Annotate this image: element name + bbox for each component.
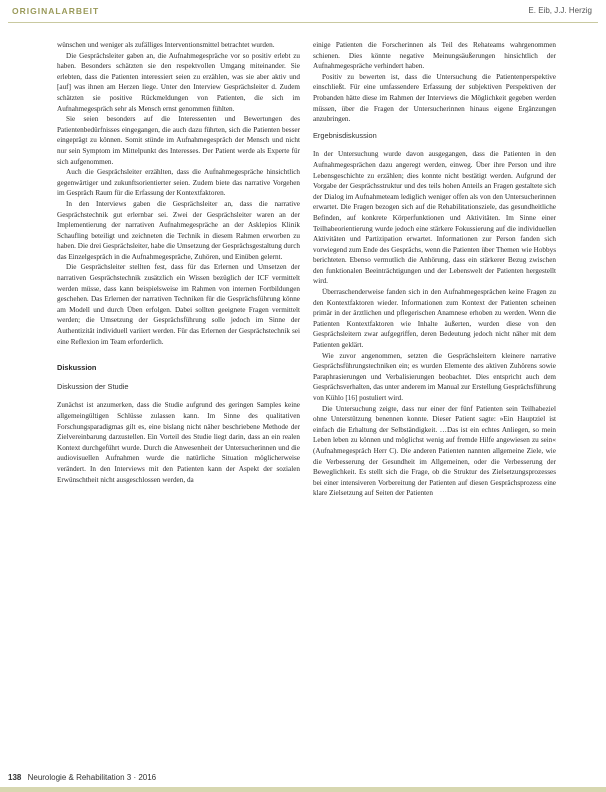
paragraph: Die Gesprächsleiter stellten fest, dass für das Erlernen und Umsetzen der narrativen Gesprächstechnik zusätzlich ein Wissen bezüglich der ICF vermittelt werden müsse, dass kann beispielsweise im Rahmen von internen Fortbildungen geschehen. Das Erlernen der narrativen Techniken für die Gesprächsführung könne am Modell und durch Üben erfolgen. Dabei sollten geeignete Fragen vermittelt werden; die Umsetzung der Gesprächsführung solle jedoch im Sinne der Authentizität individuell variiert werden. Für das Erlernen der Gesprächstechnik sei eine Reflexion im Team erforderlich. xyxy=(57,263,300,346)
paragraph: Sie seien besonders auf die Interessenten und Bewertungen des Patientenbedürfnisses eingegangen, die auch dazu führten, sich die Patienten besser eingeprägt zu können. Somit stünde im Aufnahmegespräch der Mensch und nicht nur sein Symptom im Mittelpunkt des Interesses. Der Patient werde als Experte für sich aufgenommen. xyxy=(57,115,300,166)
paragraph: Auch die Gesprächsleiter erzählten, dass die Aufnahmegespräche hinsichtlich gegenwärtiger und zukunftsorientierter seien. Zudem biete das narrative Vorgehen im Gespräch Raum für die Erfassung der Kontextfaktoren. xyxy=(57,168,300,198)
running-authors: E. Eib, J.J. Herzig xyxy=(528,6,592,15)
paragraph: Zunächst ist anzumerken, dass die Studie aufgrund des geringen Samples keine allgemeingültigen Schlüsse zulassen kann. Im Sinne des qualitativen Forschungsparadigmas gilt es, eine bislang nicht näher beschriebene Methode der Zielvereinbarung darzustellen. Ein Vorteil des Studie liegt darin, dass an ein realen Kontext durchgeführt wurde. Durch die Anwesenheit der Untersucherinnen und die audiovisuellen Aufnahmen wurde die natürliche Situation möglicherweise verändert. In den Interviews mit den Patienten kann der Aspekt der sozialen Erwünschtheit nicht ausgeschlossen werden, da xyxy=(57,401,300,484)
left-column xyxy=(57,40,300,765)
paragraph: wünschen und weniger als zufälliges Interventionsmittel betrachtet wurden. xyxy=(57,41,275,49)
section-label: ORIGINALARBEIT xyxy=(12,6,100,16)
section-heading: Diskussion xyxy=(57,363,97,373)
right-column xyxy=(313,40,556,765)
paragraph: In der Untersuchung wurde davon ausgegangen, dass die Patienten in den Aufnahmegesprächen dazu angeregt werden, einweg. Über ihre Person und ihre Lebensgeschichte zu erzählen; dies konnte nicht bestätigt werden. Aufgrund der Vorgabe der Gesprächsstruktur und des teils hohen Anteils an Fragen gestaltete sich der Dialog im Aufnahmeteam lediglich weniger offen als von den Untersucherinnen erwartet. Die Fragen bezogen sich auf die Rehabilitationsziele, das gesundheitliche Befinden, auf konkrete Körperfunktionen und Aktivitäten. Im Sinne einer Teilhabeorientierung wurde jedoch eine stärkere Fokussierung auf die individuellen Aktivitäten und Partizipation erwartet. Informationen zur Person fanden sich vorwiegend zum Ende des Gesprächs, wenn die Patienten über Themen wie Hobbys berichteten. Ebenso vermutlich die Anhörung, dass ein stärkerer Bezug zwischen den funktionalen Beeinträchtigungen und der Lebenswelt der Patienten hergestellt wird. xyxy=(313,150,556,286)
header-rule xyxy=(8,22,598,23)
paragraph: Wie zuvor angenommen, setzten die Gesprächsleitern kleinere narrative Gesprächsführungstechniken ein; es wurden Elemente des aktiven Zuhörens sowie Paraphrasierungen und Verbalisierungen beobachtet. Dies entspricht auch dem Gesprächsverhalten, das unter anderem im Manual zur Erstellung Gesprächsführung von Kühlo [16] postuliert wird. xyxy=(313,351,556,402)
journal-citation: Neurologie & Rehabilitation 3 · 2016 xyxy=(27,773,157,782)
paragraph: Überraschenderweise fanden sich in den Aufnahmegesprächen keine Fragen zu den Kontextfaktoren wieder. Informationen zum Kontext der Patienten scheinen primär in der ärztlichen und pflegerischen Anamnese erhoben zu werden. Wenn die Patienten Kontextfaktoren wie Inhalte äußerten, wurden diese von den Gesprächsleitern zwar aufgegriffen, deren Bedeutung jedoch nicht näher mit dem Patienten geklärt. xyxy=(313,288,556,350)
page-number: 138 xyxy=(8,773,22,782)
paragraph: Die Gesprächsleiter gaben an, die Aufnahmegespräche vor so positiv erlebt zu haben. Besonders schätzten sie den respektvollen Umgang miteinander. Sie erlebten, dass die Patienten interessiert seien zu erzählen, was sie aber aktiv und [auf] was ihnen am Herzen liege. Unter den Interview Gesprächsleiter d. Zudem schätzten sie positive Rückmeldungen von Patienten, die sich im Aufnahmegespräch sehr als Mensch ernst genommen fühlten. xyxy=(57,51,300,113)
footer-bar xyxy=(0,787,606,792)
paragraph: Die Untersuchung zeigte, dass nur einer der fünf Patienten sein Teilhabeziel ohne Unterstützung benennen konnte. Dieser Patient sagte: »Ein Hauptziel ist einfach die Erhaltung der Selbständigkeit. …Das ist ein echtes Anliegen, so mein Leben leben zu können und möglichst wenig auf fremde Hilfe angewiesen zu sein« (Aufnahmegespräch Herr C). Die anderen Patienten nannten allgemeine Ziele, wie die Verbesserung der Gesundheit im Allgemeinen, oder die Verbesserung der Beweglichkeit. Es stellt sich die Frage, ob die Struktur des Zielsetzungsprozesses bei einer intensiveren Vorbereitung der Patienten auf diesen Gesprächsprozess eine klare Zielsetzung auf Seiten der Patienten xyxy=(313,404,556,498)
paragraph: In den Interviews gaben die Gesprächsleiter an, dass die narrative Gesprächstechnik gut erlernbar sei. Zwei der Gesprächsleiter waren an der Implementierung der narrativen Aufnahmegespräche an der Asklepios Klinik Schaufling beteiligt und zeichneten die Technik in diesem Rahmen erworben zu haben. Die drei Gesprächsleiter, habe die Umsetzung der Gesprächsgestaltung durch das Einzelgespräch in die Aufnahmegespräche, Zuhören, und Einüben gelernt. xyxy=(57,199,300,261)
page-footer xyxy=(8,773,156,782)
paragraph: Positiv zu bewerten ist, dass die Untersuchung die Patientenperspektive einschließt. Für eine umfassendere Erfassung der subjektiven Perspektiven der Probanden hätte diese im Rahmen der Interviews die Möglichkeit gegeben werden müssen, über die Fragen der Untersucherinnen hinaus eigene Ergänzungen anzubringen. xyxy=(313,72,556,124)
subsection-heading: Diskussion der Studie xyxy=(57,381,129,391)
subsection-heading: Ergebnisdiskussion xyxy=(313,130,377,140)
paragraph: einige Patienten die Forscherinnen als Teil des Rehateams wahrgenommen schienen. Dies könnte negative Meinungsäußerungen hinsichtlich der Aufnahmegespräche verhindert haben. xyxy=(313,41,556,71)
page-header xyxy=(8,4,598,20)
